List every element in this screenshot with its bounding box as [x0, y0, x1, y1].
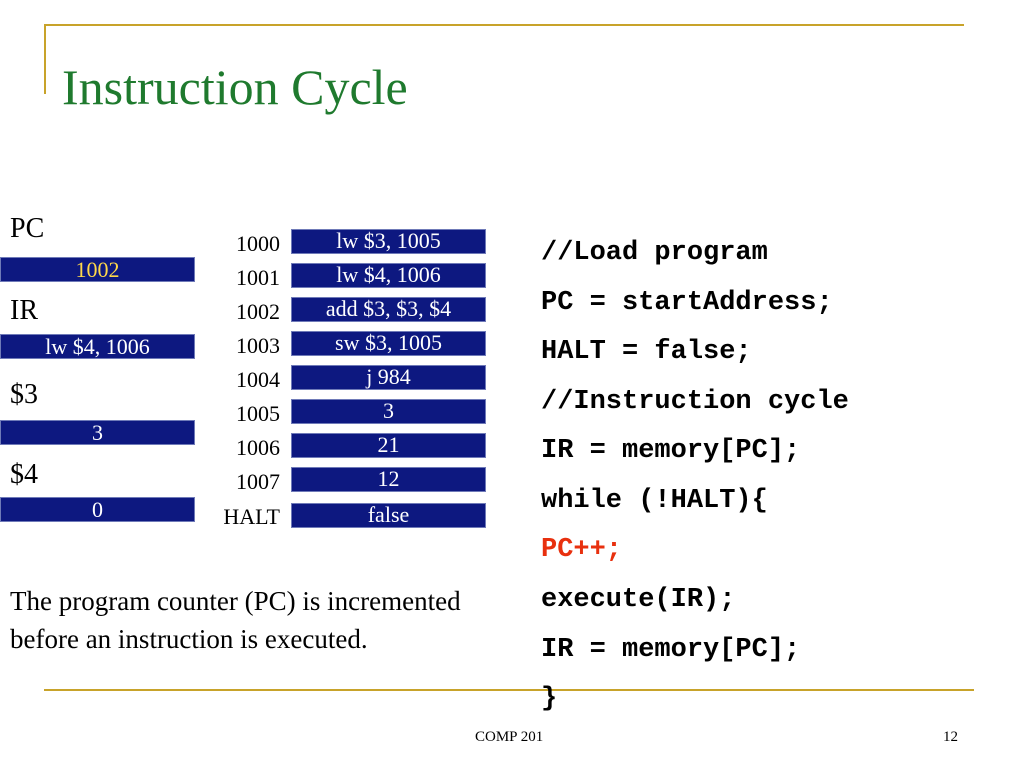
code-line-highlighted: PC++;	[541, 535, 623, 565]
register-label-pc: PC	[10, 213, 45, 244]
memory-address: 1006	[236, 435, 280, 460]
memory-address: 1004	[236, 367, 280, 392]
slide-number: 12	[943, 729, 958, 745]
memory-address: 1007	[236, 469, 280, 494]
code-line: }	[541, 684, 558, 714]
memory-address: 1003	[236, 333, 280, 358]
code-line: IR = memory[PC];	[541, 436, 801, 466]
code-line: IR = memory[PC];	[541, 635, 801, 665]
memory-address: 1001	[236, 265, 280, 290]
register-value-pc: 1002	[0, 257, 195, 282]
top-rule	[44, 24, 964, 26]
register-value-4: 0	[0, 497, 195, 522]
code-line: //Instruction cycle	[541, 387, 849, 417]
memory-cell: 21	[291, 433, 486, 458]
code-line: //Load program	[541, 238, 768, 268]
footer-course: COMP 201	[475, 729, 544, 745]
memory-cell: sw $3, 1005	[291, 331, 486, 356]
code-line: PC = startAddress;	[541, 288, 833, 318]
register-value-ir: lw $4, 1006	[0, 334, 195, 359]
memory-cell: 12	[291, 467, 486, 492]
register-label-3: $3	[10, 379, 38, 410]
register-label-4: $4	[10, 459, 38, 490]
register-value-3: 3	[0, 420, 195, 445]
slide-title: Instruction Cycle	[62, 59, 408, 115]
memory-cell: j 984	[291, 365, 486, 390]
explanation-note: The program counter (PC) is incremented before an instruction is executed.	[10, 586, 461, 654]
register-label-ir: IR	[10, 295, 38, 326]
memory-cell: false	[291, 503, 486, 528]
code-line: HALT = false;	[541, 337, 752, 367]
memory-address: 1000	[236, 231, 280, 256]
code-line: while (!HALT){	[541, 486, 768, 516]
memory-address: 1002	[236, 299, 280, 324]
left-rule	[44, 24, 46, 94]
bottom-rule	[44, 689, 974, 691]
memory-cell: 3	[291, 399, 486, 424]
memory-address: HALT	[223, 504, 280, 529]
memory-cell: add $3, $3, $4	[291, 297, 486, 322]
memory-cell: lw $4, 1006	[291, 263, 486, 288]
memory-address: 1005	[236, 401, 280, 426]
memory-cell: lw $3, 1005	[291, 229, 486, 254]
code-line: execute(IR);	[541, 585, 736, 615]
